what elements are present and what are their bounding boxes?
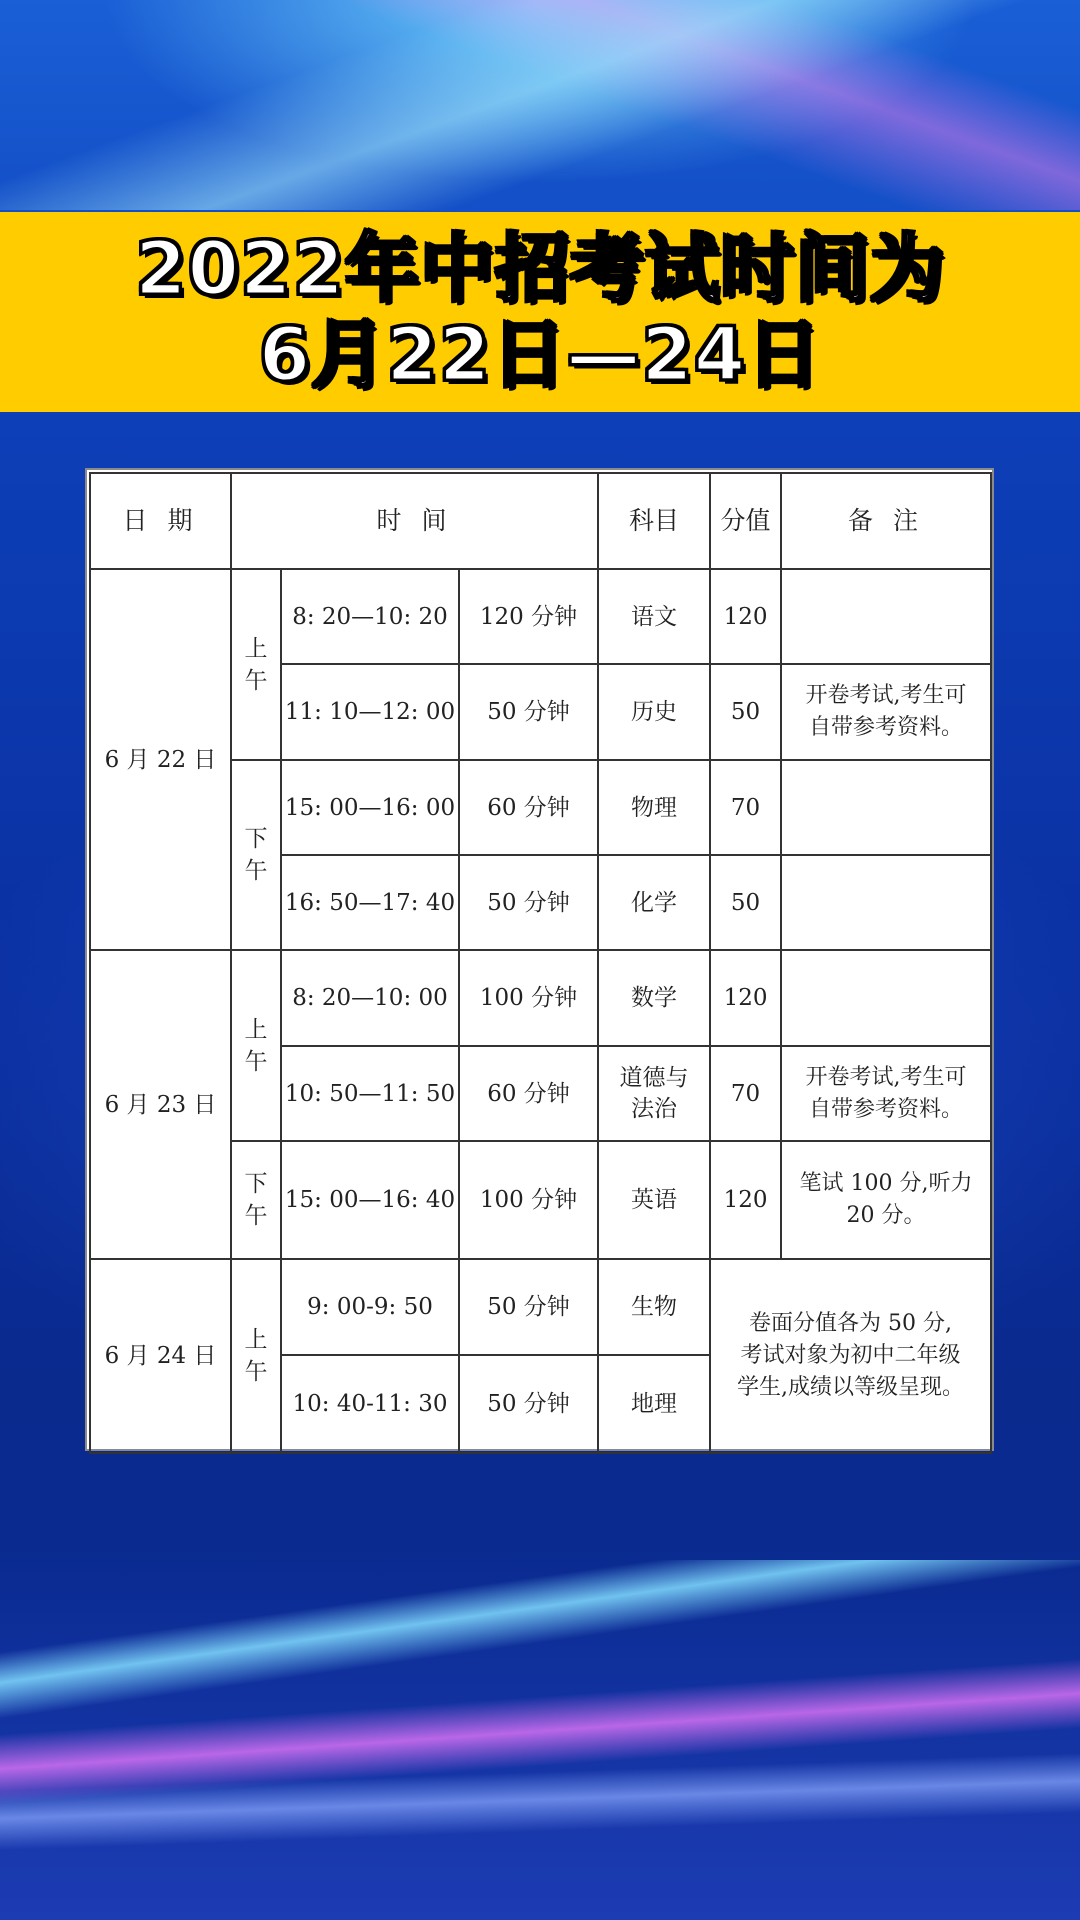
score-cell: 120 [710,950,781,1046]
time-cell: 10: 50—11: 50 [281,1046,459,1141]
time-cell: 15: 00—16: 00 [281,760,459,855]
header-time: 时 间 [231,473,598,569]
score-cell: 70 [710,1046,781,1141]
background-bottom-light-streaks [0,1560,1080,1920]
subject-cell: 语文 [598,569,710,664]
table-header-row [90,473,991,569]
note-cell [781,950,991,1046]
period-cell: 下 午 [231,760,281,950]
exam-schedule-table [89,472,992,1454]
subject-cell: 生物 [598,1259,710,1355]
score-cell: 120 [710,569,781,664]
header-score: 分值 [710,473,781,569]
duration-cell: 50 分钟 [459,1259,598,1355]
note-cell: 笔试 100 分,听力 20 分。 [781,1141,991,1259]
header-notes: 备 注 [781,473,991,569]
table-row [90,1259,991,1355]
duration-cell: 60 分钟 [459,1046,598,1141]
time-cell: 16: 50—17: 40 [281,855,459,950]
subject-cell: 物理 [598,760,710,855]
duration-cell: 60 分钟 [459,760,598,855]
subject-cell: 地理 [598,1355,710,1453]
duration-cell: 100 分钟 [459,1141,598,1259]
header-date: 日 期 [90,473,231,569]
duration-cell: 50 分钟 [459,855,598,950]
table-row [90,950,991,1046]
subject-cell: 化学 [598,855,710,950]
duration-cell: 100 分钟 [459,950,598,1046]
title-banner [0,212,1080,412]
score-cell: 70 [710,760,781,855]
duration-cell: 120 分钟 [459,569,598,664]
subject-cell: 道德与 法治 [598,1046,710,1141]
duration-cell: 50 分钟 [459,664,598,760]
exam-schedule-card [85,468,994,1451]
score-cell: 50 [710,664,781,760]
table-row [90,569,991,664]
note-cell [781,855,991,950]
background-top-sheen [0,0,1080,210]
subject-cell: 英语 [598,1141,710,1259]
time-cell: 15: 00—16: 40 [281,1141,459,1259]
time-cell: 8: 20—10: 20 [281,569,459,664]
time-cell: 10: 40-11: 30 [281,1355,459,1453]
note-cell [781,569,991,664]
period-cell: 下 午 [231,1141,281,1259]
time-cell: 8: 20—10: 00 [281,950,459,1046]
note-cell: 开卷考试,考生可 自带参考资料。 [781,664,991,760]
score-cell: 120 [710,1141,781,1259]
time-cell: 11: 10—12: 00 [281,664,459,760]
period-cell: 上 午 [231,569,281,760]
header-subject: 科目 [598,473,710,569]
subject-cell: 数学 [598,950,710,1046]
title-line-1: 2022年中招考试时间为 [135,226,945,312]
date-cell: 6 月 24 日 [90,1259,231,1453]
date-cell: 6 月 23 日 [90,950,231,1259]
duration-cell: 50 分钟 [459,1355,598,1453]
score-cell: 50 [710,855,781,950]
period-cell: 上 午 [231,1259,281,1453]
subject-cell: 历史 [598,664,710,760]
date-cell: 6 月 22 日 [90,569,231,950]
title-line-2: 6月22日—24日 [258,312,822,398]
merged-note-cell: 卷面分值各为 50 分, 考试对象为初中二年级 学生,成绩以等级呈现。 [710,1259,991,1453]
period-cell: 上 午 [231,950,281,1141]
note-cell [781,760,991,855]
note-cell: 开卷考试,考生可 自带参考资料。 [781,1046,991,1141]
time-cell: 9: 00-9: 50 [281,1259,459,1355]
